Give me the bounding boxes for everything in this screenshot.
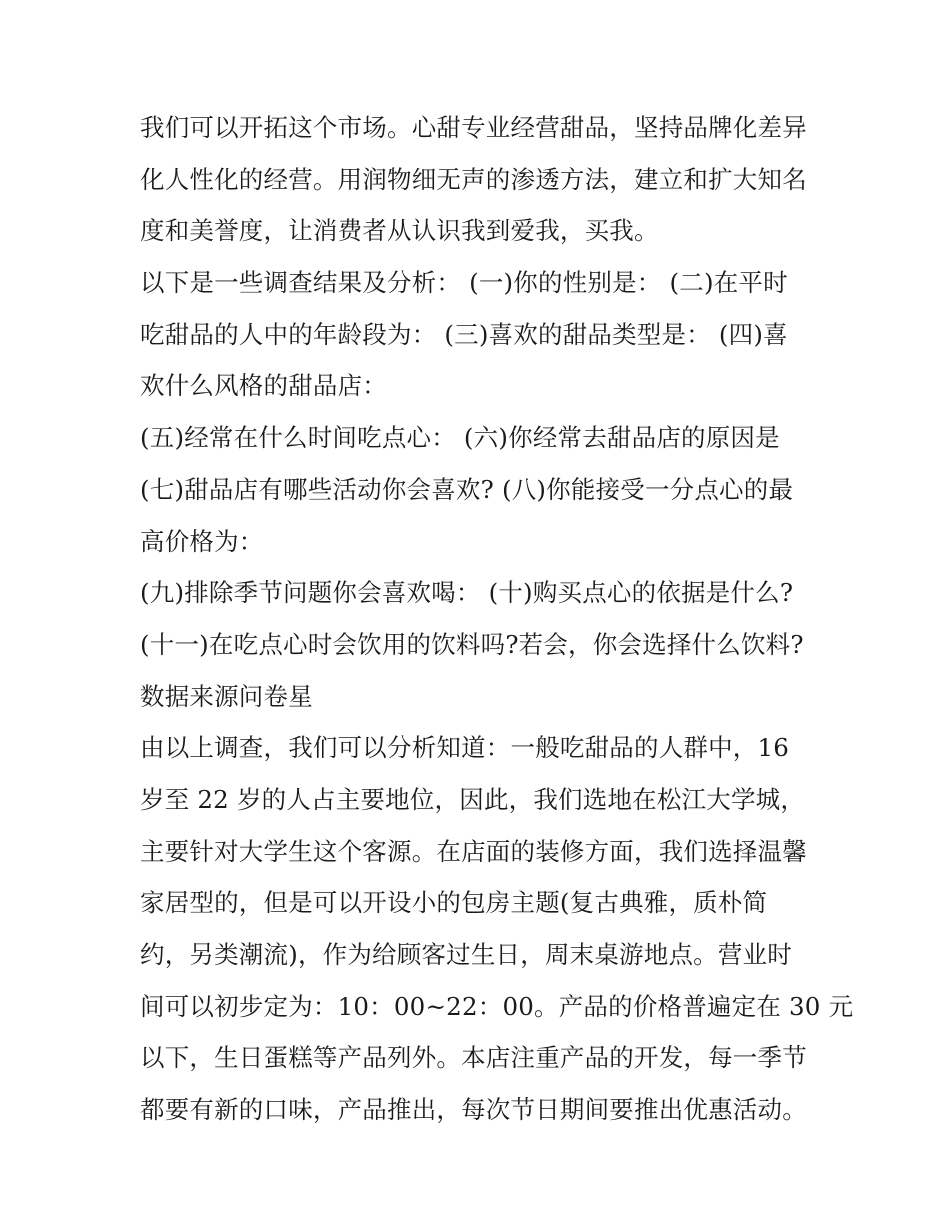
text-line: 以下，生日蛋糕等产品列外。本店注重产品的开发，每一季节 xyxy=(140,1043,807,1073)
text-line: 主要针对大学生这个客源。在店面的装修方面，我们选择温馨 xyxy=(140,836,807,866)
text-line: 欢什么风格的甜品店： xyxy=(140,371,387,401)
text-line: 间可以初步定为：10：00~22：00。产品的价格普遍定在 30 元 xyxy=(140,991,854,1021)
text-line: 化人性化的经营。用润物细无声的渗透方法，建立和扩大知名 xyxy=(140,164,807,194)
text-line: (五)经常在什么时间吃点心： (六)你经常去甜品店的原因是 xyxy=(140,423,780,453)
text-line: (十一)在吃点心时会饮用的饮料吗?若会，你会选择什么饮料? xyxy=(140,629,804,659)
text-line: (九)排除季节问题你会喜欢喝： (十)购买点心的依据是什么? xyxy=(140,578,794,608)
text-line: 约，另类潮流)，作为给顾客过生日，周末桌游地点。营业时 xyxy=(140,940,792,969)
text-line: 吃甜品的人中的年龄段为： (三)喜欢的甜品类型是： (四)喜 xyxy=(140,319,788,349)
body-text xyxy=(140,102,854,1136)
text-line: 我们可以开拓这个市场。心甜专业经营甜品，坚持品牌化差异 xyxy=(140,113,807,142)
text-line: 以下是一些调查结果及分析： (一)你的性别是： (二)在平时 xyxy=(140,268,788,298)
text-line: 家居型的，但是可以开设小的包房主题(复古典雅，质朴简 xyxy=(140,888,768,918)
text-line: 度和美誉度，让消费者从认识我到爱我，买我。 xyxy=(140,216,659,246)
text-line: 高价格为： xyxy=(140,526,264,556)
text-line: 数据来源问卷星 xyxy=(140,681,313,711)
text-line: 由以上调查，我们可以分析知道：一般吃甜品的人群中，16 xyxy=(140,733,790,763)
text-line: 都要有新的口味，产品推出，每次节日期间要推出优惠活动。 xyxy=(140,1095,807,1125)
text-line: 岁至 22 岁的人占主要地位，因此，我们选地在松江大学城， xyxy=(140,784,806,814)
text-line: (七)甜品店有哪些活动你会喜欢? (八)你能接受一分点心的最 xyxy=(140,474,794,504)
